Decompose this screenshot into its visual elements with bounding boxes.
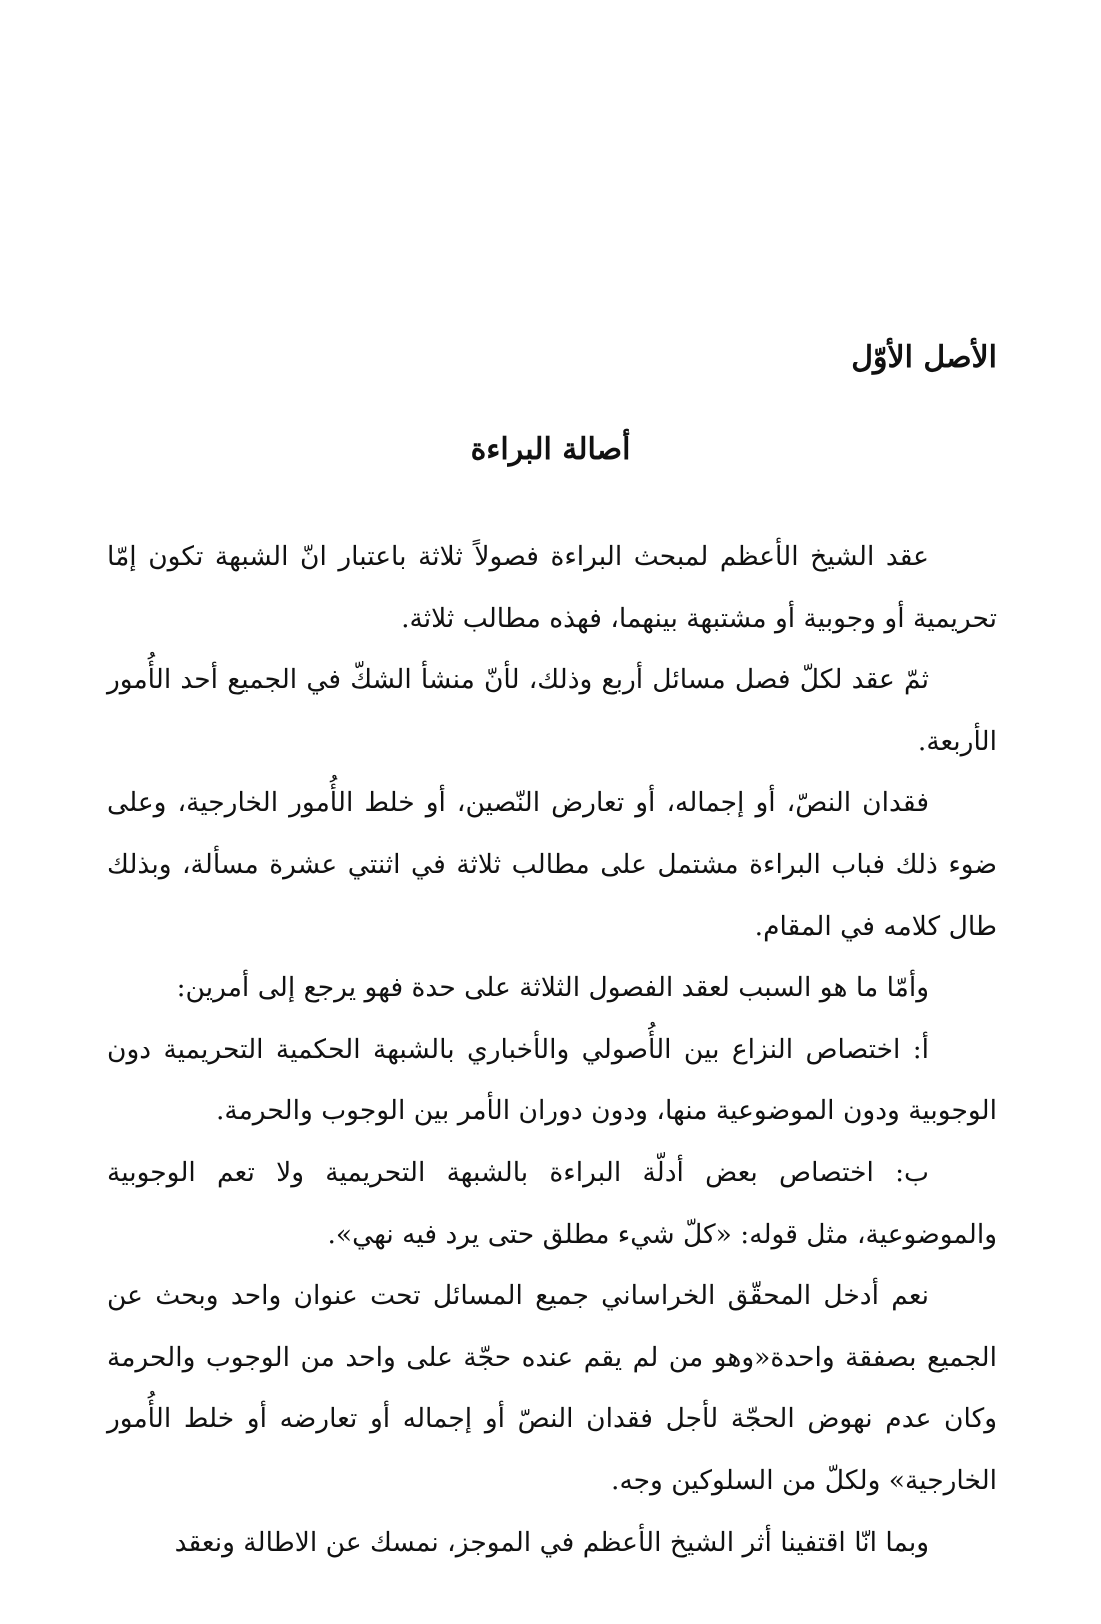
- paragraph: ب: اختصاص بعض أدلّة البراءة بالشبهة التحريمية ولا تعم الوجوبية والموضوعية، مثل قوله: «كلّ شيء مطلق حتى يرد فيه نهي».: [107, 1156, 997, 1250]
- paragraph: وبما انّا اقتفينا أثر الشيخ الأعظم في الموجز، نمسك عن الاطالة ونعقد: [174, 1526, 929, 1558]
- paragraph: فقدان النصّ، أو إجماله، أو تعارض النّصين، أو خلط الأُمور الخارجية، وعلى ضوء ذلك فباب البراءة مشتمل على مطالب ثلاثة في اثنتي عشرة مسألة، وبذلك طال كلامه في المقام.: [107, 787, 997, 942]
- section-title: أصالة البراءة: [470, 432, 631, 467]
- body-text: [107, 526, 997, 1573]
- paragraph: أ: اختصاص النزاع بين الأُصولي والأخباري بالشبهة الحكمية التحريمية دون الوجوبية ودون الموضوعية منها، ودون دوران الأمر بين الوجوب والحرمة.: [107, 1033, 997, 1127]
- paragraph: نعم أدخل المحقّق الخراساني جميع المسائل تحت عنوان واحد وبحث عن الجميع بصفقة واحدة«وهو من لم يقم عنده حجّة على واحد من الوجوب والحرمة وكان عدم نهوض الحجّة لأجل فقدان النصّ أو إجماله أو تعارضه أو خلط الأُمور الخارجية» ولكلّ من السلوكين وجه.: [107, 1280, 997, 1496]
- paragraph: ثمّ عقد لكلّ فصل مسائل أربع وذلك، لأنّ منشأ الشكّ في الجميع أحد الأُمور الأربعة.: [107, 664, 997, 757]
- paragraph: عقد الشيخ الأعظم لمبحث البراءة فصولاً ثلاثة باعتبار انّ الشبهة تكون إمّا تحريمية أو وجوبية أو مشتبهة بينهما، فهذه مطالب ثلاثة.: [107, 541, 997, 634]
- paragraph: وأمّا ما هو السبب لعقد الفصول الثلاثة على حدة فهو يرجع إلى أمرين:: [176, 972, 929, 1004]
- chapter-title: الأصل الأوّل: [851, 340, 997, 375]
